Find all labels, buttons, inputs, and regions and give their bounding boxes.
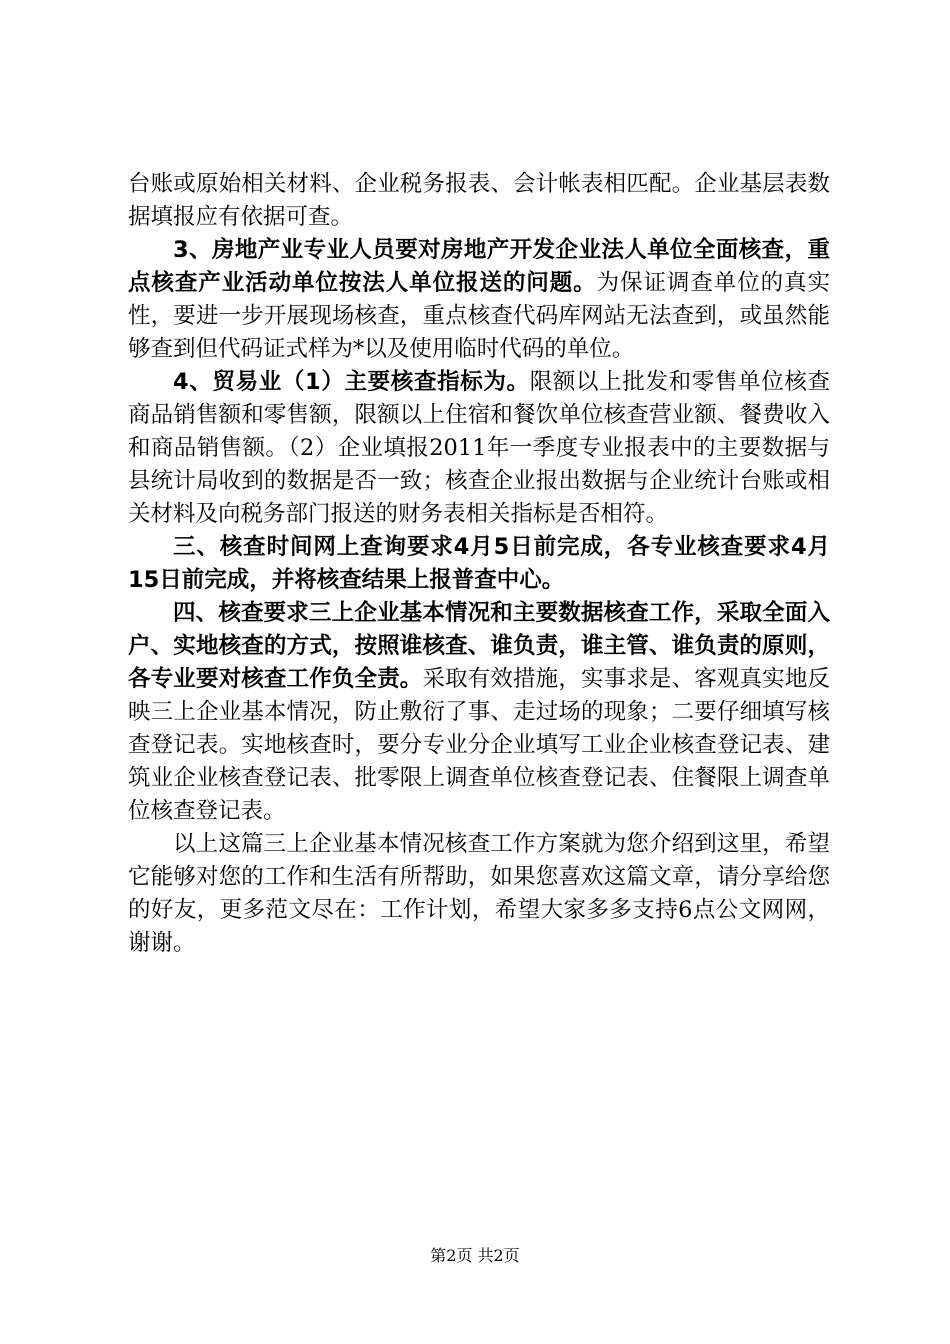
document-body bbox=[128, 168, 830, 960]
paragraph-1-text: 台账或原始相关材料、企业税务报表、会计帐表相匹配。企业基层表数据填报应有依据可查。 bbox=[128, 171, 830, 230]
paragraph-2 bbox=[128, 234, 830, 366]
paragraph-3-text: 限额以上批发和零售单位核查商品销售额和零售额，限额以上住宿和餐饮单位核查营业额、餐费收入和商品销售额。（2）企业填报2011年一季度专业报表中的主要数据与县统计局收到的数据是否一致；核查企业报出数据与企业统计台账或相关材料及向税务部门报送的财务表相关指标是否相符。 bbox=[128, 369, 830, 527]
paragraph-6 bbox=[128, 828, 830, 960]
paragraph-6-text: 以上这篇三上企业基本情况核查工作方案就为您介绍到这里，希望它能够对您的工作和生活有所帮助，如果您喜欢这篇文章，请分享给您的好友，更多范文尽在：工作计划，希望大家多多支持6点公文网网，谢谢。 bbox=[128, 831, 830, 956]
paragraph-2-text: 为保证调查单位的真实性，要进一步开展现场核查，重点核查代码库网站无法查到，或虽然能够查到但代码证式样为*以及使用临时代码的单位。 bbox=[128, 270, 830, 362]
paragraph-5-heading: 四、核查要求三上企业基本情况和主要数据核查工作，采取全面入户、实地核查的方式，按照谁核查、谁负责，谁主管、谁负责的原则，各专业要对核查工作负全责。 bbox=[128, 600, 830, 692]
paragraph-5 bbox=[128, 597, 830, 828]
paragraph-3 bbox=[128, 366, 830, 531]
paragraph-3-heading: 4、贸易业（1）主要核查指标为。 bbox=[173, 369, 530, 395]
paragraph-1 bbox=[128, 168, 830, 234]
page-footer: 第2页 共2页 bbox=[430, 1246, 520, 1265]
paragraph-2-heading: 3、房地产业专业人员要对房地产开发企业法人单位全面核查，重点核查产业活动单位按法人单位报送的问题。 bbox=[128, 237, 830, 296]
paragraph-4-heading: 三、核查时间网上查询要求4月5日前完成，各专业核查要求4月15日前完成，并将核查结果上报普查中心。 bbox=[128, 534, 830, 593]
paragraph-4 bbox=[128, 531, 830, 597]
paragraph-5-text: 采取有效措施，实事求是、客观真实地反映三上企业基本情况，防止敷衍了事、走过场的现象；二要仔细填写核查登记表。实地核查时，要分专业分企业填写工业企业核查登记表、建筑业企业核查登记表、批零限上调查单位核查登记表、住餐限上调查单位核查登记表。 bbox=[128, 666, 830, 824]
